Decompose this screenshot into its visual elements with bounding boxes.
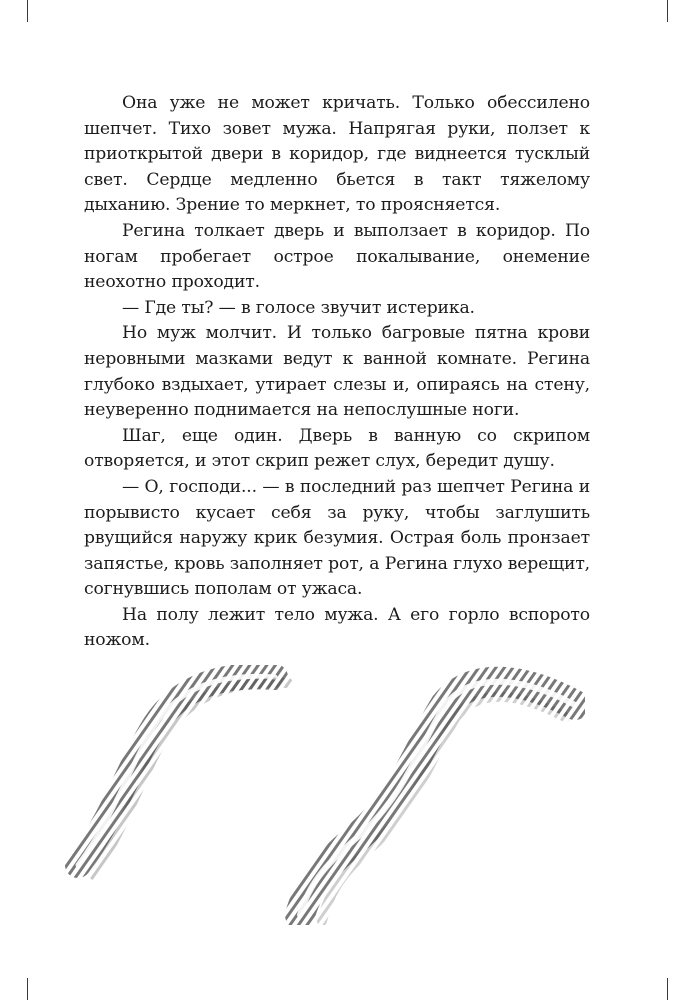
crop-mark-top-right: [667, 0, 668, 22]
paragraph-1: Она уже не может кричать. Только обессилено шепчет. Тихо зовет мужа. Напрягая руки, ползет к приоткрытой двери в коридор, где виднеется тусклый свет. Сердце медленно бьется в такт тяжелому дыханию. Зрение то меркнет, то проясняется.: [84, 93, 590, 216]
paragraph-5: Шаг, еще один. Дверь в ванную со скрипом отворяется, и этот скрип режет слух, бередит душу.: [84, 425, 590, 472]
crop-mark-top-left: [27, 0, 28, 22]
paragraph-3: — Где ты? — в голосе звучит истерика.: [122, 297, 475, 318]
right-track: [300, 682, 575, 921]
tire-tracks-icon: [60, 665, 585, 925]
page-text: [84, 91, 590, 654]
crop-mark-bottom-right: [667, 978, 668, 1000]
crop-mark-bottom-left: [27, 978, 28, 1000]
paragraph-4: Но муж молчит. И только багровые пятна крови неровными мазками ведут к ванной комнате. Регина глубоко вздыхает, утирает слезы и, опираясь на стену, неуверенно поднимается на непослушные ноги.: [84, 323, 590, 421]
paragraph-2: Регина толкает дверь и выползает в коридор. По ногам пробегает острое покалывание, онемение неохотно проходит.: [84, 220, 590, 293]
paragraph-6: — О, господи... — в последний раз шепчет Регина и порывисто кусает себя за руку, чтобы заглушить рвущийся наружу крик безумия. Острая боль пронзает запястье, кровь заполняет рот, а Регина глухо верещит, согнувшись пополам от ужаса.: [84, 476, 590, 600]
left-track: [78, 676, 288, 875]
paragraph-7: На полу лежит тело мужа. А его горло вспорото ножом.: [84, 604, 590, 651]
